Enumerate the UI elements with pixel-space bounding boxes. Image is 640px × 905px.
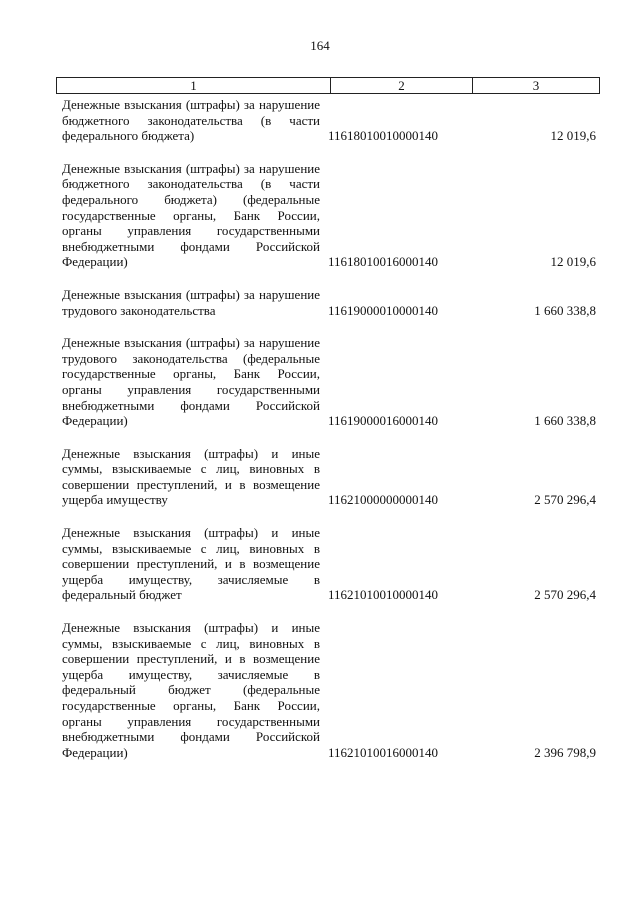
table-row: [62, 446, 600, 508]
table-row: [62, 161, 600, 270]
row-amount: 12 019,6: [550, 254, 596, 270]
table-row: [62, 335, 600, 429]
row-description: Денежные взыскания (штрафы) за нарушение трудового законодательства (федеральные государственные органы, Банк России, органы управления государственными внебюджетными фондами Российской Федерации): [62, 335, 320, 429]
row-code: 11619000016000140: [328, 413, 439, 429]
row-amount: 12 019,6: [550, 128, 596, 144]
page-number: 164: [310, 38, 330, 53]
row-amount: 1 660 338,8: [534, 413, 596, 429]
row-description: Денежные взыскания (штрафы) и иные суммы, взыскиваемые с лиц, виновных в совершении преступлений, и в возмещение ущерба имуществу, зачисляемые в федеральный бюджет (федеральные государственные органы, Банк России, органы управления государственными внебюджетными фондами Российской Федерации): [62, 620, 320, 760]
table-row: [62, 620, 600, 760]
row-amount: 2 570 296,4: [534, 492, 596, 508]
row-code: 11621010016000140: [328, 744, 439, 760]
row-code: 11618010010000140: [328, 128, 439, 144]
row-code: 11621000000000140: [328, 492, 439, 508]
table-row: [62, 97, 600, 144]
row-amount: 2 570 296,4: [534, 587, 596, 603]
row-code: 11619000010000140: [328, 302, 439, 318]
row-description: Денежные взыскания (штрафы) за нарушение бюджетного законодательства (в части федерального бюджета): [62, 97, 320, 144]
row-amount: 1 660 338,8: [534, 302, 596, 318]
row-code: 11618010016000140: [328, 254, 439, 270]
row-description: Денежные взыскания (штрафы) и иные суммы, взыскиваемые с лиц, виновных в совершении преступлений, и в возмещение ущерба имуществу, зачисляемые в федеральный бюджет: [62, 525, 320, 603]
row-description: Денежные взыскания (штрафы) за нарушение бюджетного законодательства (в части федерального бюджета) (федеральные государственные органы, Банк России, органы управления государственными внебюджетными фондами Российской Федерации): [62, 160, 320, 270]
column-header-2: 2: [331, 78, 473, 93]
row-description: Денежные взыскания (штрафы) и иные суммы, взыскиваемые с лиц, виновных в совершении преступлений, и в возмещение ущерба имуществу: [62, 445, 320, 508]
column-header-3: 3: [532, 78, 540, 93]
column-header-1: 1: [57, 78, 331, 93]
table-row: [62, 287, 600, 318]
row-code: 11621010010000140: [328, 587, 439, 603]
table-row: [62, 525, 600, 603]
row-description: Денежные взыскания (штрафы) за нарушение трудового законодательства: [62, 286, 320, 318]
table-header: [56, 77, 600, 94]
table-body: [62, 97, 600, 777]
row-amount: 2 396 798,9: [534, 744, 596, 760]
